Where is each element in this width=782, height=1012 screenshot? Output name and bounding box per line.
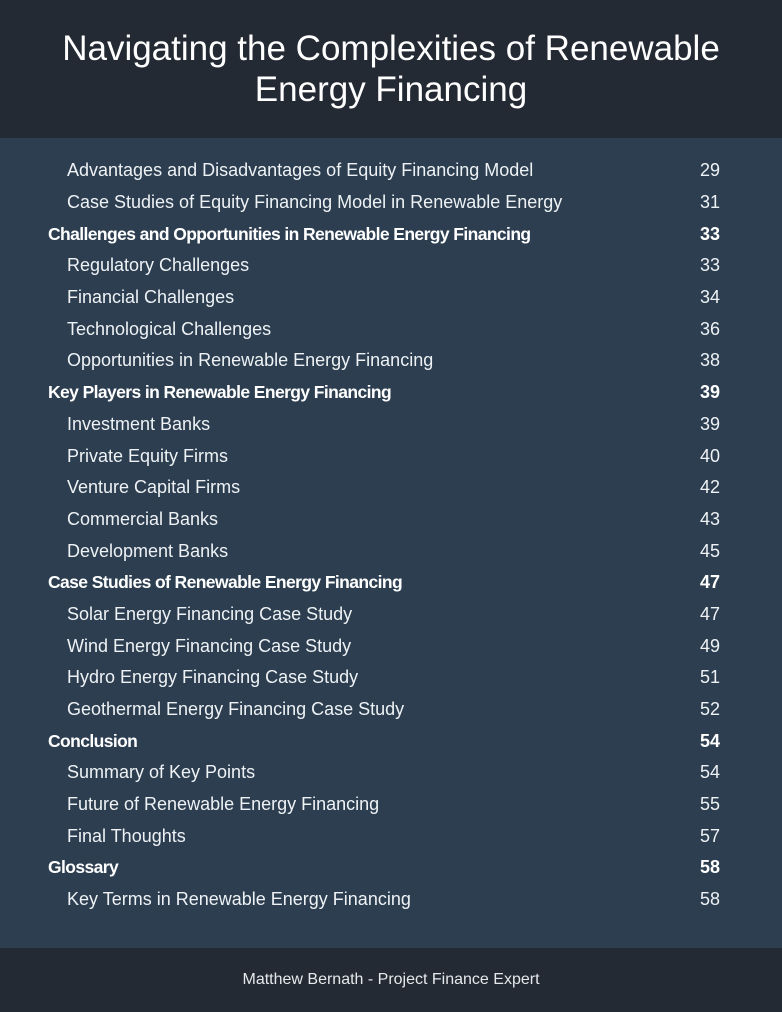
- toc-entry-page-number: 58: [699, 857, 720, 878]
- toc-section-entry[interactable]: [0, 377, 782, 409]
- toc-entry-title: Commercial Banks: [67, 508, 219, 529]
- page-footer: [0, 948, 782, 1012]
- toc-subsection-entry[interactable]: [0, 440, 782, 472]
- toc-subsection-entry[interactable]: [0, 155, 782, 187]
- toc-entry-title: Venture Capital Firms: [67, 477, 241, 498]
- toc-section-entry[interactable]: [0, 852, 782, 884]
- toc-subsection-entry[interactable]: [0, 313, 782, 345]
- toc-entry-page-number: 36: [699, 318, 720, 339]
- toc-section-entry[interactable]: [0, 725, 782, 757]
- toc-entry-page-number: 39: [699, 413, 720, 434]
- toc-entry-page-number: 34: [699, 287, 720, 308]
- toc-subsection-entry[interactable]: [0, 345, 782, 377]
- toc-subsection-entry[interactable]: [0, 599, 782, 631]
- toc-entry-page-number: 40: [699, 445, 720, 466]
- toc-subsection-entry[interactable]: [0, 662, 782, 694]
- footer-author: Matthew Bernath - Project Finance Expert: [242, 971, 540, 988]
- toc-entry-page-number: 38: [699, 350, 720, 371]
- toc-entry-page-number: 51: [699, 667, 720, 688]
- toc-entry-title: Financial Challenges: [67, 287, 235, 308]
- toc-entry-page-number: 43: [699, 508, 720, 529]
- toc-section-entry[interactable]: [0, 567, 782, 599]
- toc-entry-page-number: 57: [699, 825, 720, 846]
- toc-entry-title: Glossary: [48, 857, 119, 878]
- toc-entry-title: Key Terms in Renewable Energy Financing: [67, 889, 411, 910]
- toc-subsection-entry[interactable]: [0, 884, 782, 916]
- toc-entry-title: Advantages and Disadvantages of Equity Financing Model: [67, 160, 534, 181]
- toc-entry-page-number: 49: [699, 635, 720, 656]
- toc-entry-page-number: 54: [699, 762, 720, 783]
- toc-subsection-entry[interactable]: [0, 504, 782, 536]
- toc-subsection-entry[interactable]: [0, 409, 782, 441]
- toc-subsection-entry[interactable]: [0, 694, 782, 726]
- page-header: [0, 0, 782, 138]
- toc-entry-title: Development Banks: [67, 540, 229, 561]
- toc-subsection-entry[interactable]: [0, 757, 782, 789]
- toc-entry-title: Solar Energy Financing Case Study: [67, 603, 353, 624]
- page-title: Navigating the Complexities of Renewable Energy Financing: [62, 29, 720, 109]
- toc-entry-page-number: 52: [699, 699, 720, 720]
- toc-entry-title: Wind Energy Financing Case Study: [67, 635, 352, 656]
- toc-subsection-entry[interactable]: [0, 187, 782, 219]
- toc-entry-page-number: 31: [699, 192, 720, 213]
- toc-entry-page-number: 29: [699, 160, 720, 181]
- toc-entry-title: Regulatory Challenges: [67, 255, 250, 276]
- toc-entry-title: Case Studies of Equity Financing Model in Renewable Energy: [67, 192, 563, 213]
- toc-entry-page-number: 33: [699, 255, 720, 276]
- toc-entry-title: Hydro Energy Financing Case Study: [67, 667, 359, 688]
- toc-entry-title: Investment Banks: [67, 413, 211, 434]
- toc-subsection-entry[interactable]: [0, 250, 782, 282]
- toc-entry-title: Geothermal Energy Financing Case Study: [67, 699, 405, 720]
- toc-entry-title: Technological Challenges: [67, 318, 272, 339]
- toc-subsection-entry[interactable]: [0, 789, 782, 821]
- toc-entry-title: Challenges and Opportunities in Renewable Energy Financing: [48, 223, 531, 244]
- toc-entry-page-number: 54: [699, 730, 720, 751]
- toc-entry-title: Future of Renewable Energy Financing: [67, 794, 380, 815]
- toc-entry-page-number: 47: [699, 603, 720, 624]
- toc-entry-title: Conclusion: [48, 730, 138, 751]
- toc-entry-page-number: 45: [699, 540, 720, 561]
- toc-entry-page-number: 47: [699, 572, 720, 593]
- toc-entry-title: Key Players in Renewable Energy Financing: [48, 382, 392, 403]
- toc-entry-title: Summary of Key Points: [67, 762, 256, 783]
- toc-entry-page-number: 39: [699, 382, 720, 403]
- toc-subsection-entry[interactable]: [0, 472, 782, 504]
- toc-subsection-entry[interactable]: [0, 282, 782, 314]
- table-of-contents: [0, 155, 782, 916]
- toc-entry-title: Case Studies of Renewable Energy Financing: [48, 572, 403, 593]
- toc-entry-title: Final Thoughts: [67, 825, 186, 846]
- toc-entry-page-number: 42: [699, 477, 720, 498]
- toc-subsection-entry[interactable]: [0, 630, 782, 662]
- toc-subsection-entry[interactable]: [0, 535, 782, 567]
- toc-entry-page-number: 33: [699, 223, 720, 244]
- toc-section-entry[interactable]: [0, 218, 782, 250]
- toc-subsection-entry[interactable]: [0, 820, 782, 852]
- toc-entry-title: Opportunities in Renewable Energy Financing: [67, 350, 434, 371]
- toc-entry-page-number: 58: [699, 889, 720, 910]
- toc-entry-page-number: 55: [699, 794, 720, 815]
- toc-entry-title: Private Equity Firms: [67, 445, 229, 466]
